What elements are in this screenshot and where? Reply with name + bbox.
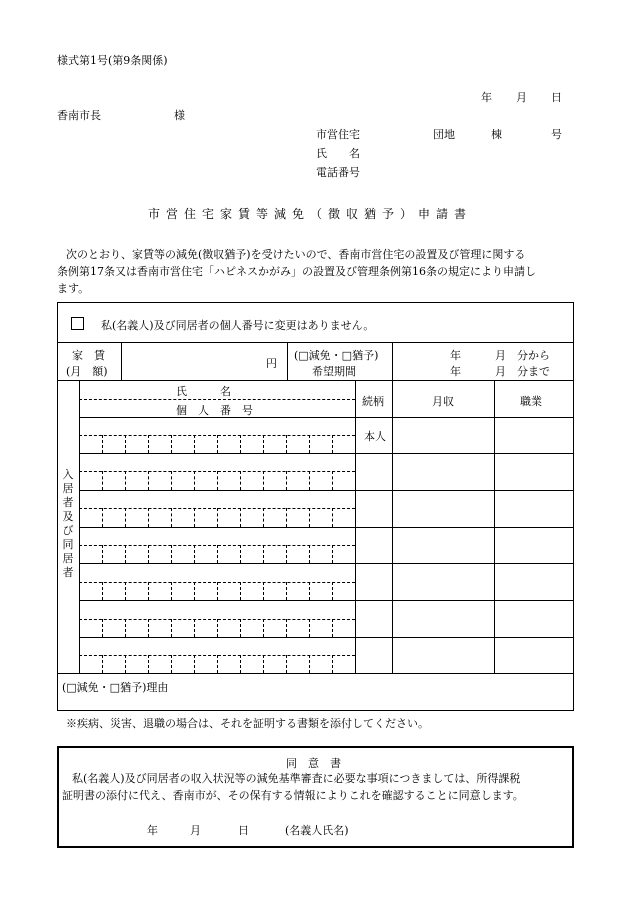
addressee-honorific: 様 (174, 109, 185, 122)
digit-cell-divider (332, 582, 333, 600)
mynumber-statement: 私(名義人)及び同居者の個人番号に変更はありません。 (101, 319, 375, 332)
digit-cell-divider (125, 545, 126, 563)
period-to-month: 月 (495, 365, 506, 378)
applicant-building-label: 棟 (491, 128, 502, 141)
period-from-year: 年 (450, 349, 461, 362)
digit-cell-divider (286, 655, 287, 673)
digit-cell-divider (286, 508, 287, 527)
digit-cell-divider (309, 619, 310, 637)
digit-cell-divider (125, 655, 126, 673)
digit-cell-divider (194, 619, 195, 637)
first-relation-label: 本人 (364, 430, 386, 443)
digit-cell-divider (171, 655, 172, 673)
row-divider (79, 563, 574, 564)
digit-cell-divider (286, 435, 287, 453)
row-divider (79, 637, 574, 638)
col-divider (287, 342, 288, 380)
digit-cell-divider (148, 435, 149, 453)
addressee-title: 香南市長 (57, 109, 101, 122)
row-divider (79, 527, 574, 528)
mynumber-checkbox[interactable] (71, 317, 84, 330)
digit-cell-divider (240, 619, 241, 637)
applicant-danchi-label: 団地 (433, 128, 455, 141)
mynumber-column-header: 個 人 番 号 (176, 404, 253, 417)
digit-cell-divider (240, 582, 241, 600)
digit-cell-divider (194, 471, 195, 490)
digit-cell-divider (240, 508, 241, 527)
digit-cell-divider (171, 582, 172, 600)
digit-cell-divider (148, 582, 149, 600)
rent-period-label-bottom: 希望期間 (312, 365, 356, 378)
digit-cell-divider (286, 471, 287, 490)
digit-cell-divider (263, 619, 264, 637)
applicant-phone-label: 電話番号 (316, 166, 360, 179)
digit-cell-divider (240, 435, 241, 453)
row-divider (57, 380, 574, 381)
digit-cell-divider (263, 655, 264, 673)
digit-cell-divider (125, 508, 126, 527)
digit-cell-divider (286, 619, 287, 637)
digit-cell-divider (263, 545, 264, 563)
digit-cell-divider (332, 619, 333, 637)
digit-cell-divider (309, 582, 310, 600)
digit-cell-divider (332, 435, 333, 453)
consent-year-label: 年 (147, 824, 158, 837)
digit-cell-divider (263, 435, 264, 453)
digit-cell-divider (309, 545, 310, 563)
intro-line-1: 次のとおり、家賃等の減免(徴収猶予)を受けたいので、香南市営住宅の設置及び管理に関する (66, 248, 526, 261)
digit-cell-divider (194, 435, 195, 453)
digit-cell-divider (194, 582, 195, 600)
col-divider (392, 342, 393, 380)
date-year-label: 年 (481, 91, 492, 104)
digit-cell-divider (194, 545, 195, 563)
digit-cell-divider (217, 545, 218, 563)
digit-cell-divider (309, 655, 310, 673)
digit-cell-divider (332, 508, 333, 527)
digit-cell-divider (102, 582, 103, 600)
dashed-divider (79, 399, 355, 400)
digit-cell-divider (102, 655, 103, 673)
applicant-room-label: 号 (551, 128, 562, 141)
occupation-column-header: 職業 (520, 395, 542, 408)
consent-line-2: 証明書の添付に代え、香南市が、その保有する情報によりこれを確認することに同意します。 (62, 789, 524, 802)
period-from-month: 月 (495, 349, 506, 362)
digit-cell-divider (102, 435, 103, 453)
digit-cell-divider (309, 471, 310, 490)
consent-month-label: 月 (190, 824, 201, 837)
digit-cell-divider (240, 545, 241, 563)
row-divider (79, 600, 574, 601)
row-divider (79, 453, 574, 454)
income-column-header: 月収 (432, 395, 454, 408)
reason-label: (□減免・□猶予)理由 (62, 681, 169, 694)
digit-cell-divider (102, 508, 103, 527)
name-column-header: 氏 名 (176, 385, 231, 398)
rent-label-top: 家 賃 (72, 349, 105, 362)
col-divider (121, 342, 122, 380)
digit-cell-divider (217, 619, 218, 637)
digit-cell-divider (309, 508, 310, 527)
digit-cell-divider (125, 582, 126, 600)
digit-cell-divider (194, 655, 195, 673)
digit-cell-divider (171, 619, 172, 637)
digit-cell-divider (263, 471, 264, 490)
digit-cell-divider (286, 545, 287, 563)
digit-cell-divider (125, 471, 126, 490)
intro-line-3: ます。 (57, 282, 90, 295)
consent-line-1: 私(名義人)及び同居者の収入状況等の減免基準審査に必要な事項につきましては、所得課税 (72, 772, 521, 785)
row-divider (57, 673, 574, 674)
digit-cell-divider (171, 471, 172, 490)
digit-cell-divider (171, 435, 172, 453)
digit-cell-divider (240, 471, 241, 490)
rent-yen-unit: 円 (266, 357, 277, 370)
applicant-housing-label: 市営住宅 (316, 128, 360, 141)
digit-cell-divider (148, 655, 149, 673)
digit-cell-divider (148, 471, 149, 490)
consent-signature-label: (名義人氏名) (285, 824, 349, 837)
digit-cell-divider (240, 655, 241, 673)
intro-line-2: 条例第17条又は香南市営住宅「ハピネスかがみ」の設置及び管理条例第16条の規定により申請し (57, 265, 536, 278)
period-to-suffix: 分まで (517, 365, 550, 378)
digit-cell-divider (171, 545, 172, 563)
period-to-year: 年 (450, 365, 461, 378)
digit-cell-divider (217, 508, 218, 527)
digit-cell-divider (194, 508, 195, 527)
digit-cell-divider (102, 619, 103, 637)
digit-cell-divider (102, 545, 103, 563)
page-title: 市営住宅家賃等減免（徴収猶予）申請書 (148, 207, 473, 221)
residents-side-label: 入居者 及び 同居者 (62, 468, 85, 579)
digit-cell-divider (217, 471, 218, 490)
digit-cell-divider (332, 655, 333, 673)
row-divider (57, 342, 574, 343)
digit-cell-divider (171, 508, 172, 527)
digit-cell-divider (217, 582, 218, 600)
rent-period-label-top: (□減免・□猶予) (294, 349, 379, 362)
digit-cell-divider (125, 619, 126, 637)
consent-day-label: 日 (238, 824, 249, 837)
date-month-label: 月 (516, 91, 527, 104)
digit-cell-divider (148, 619, 149, 637)
relation-column-header: 続柄 (362, 395, 384, 408)
digit-cell-divider (125, 435, 126, 453)
digit-cell-divider (263, 582, 264, 600)
digit-cell-divider (309, 435, 310, 453)
rent-label-bottom: (月 額) (66, 365, 108, 378)
consent-title: 同 意 書 (286, 757, 341, 770)
digit-cell-divider (148, 508, 149, 527)
digit-cell-divider (148, 545, 149, 563)
date-day-label: 日 (551, 91, 562, 104)
period-from-suffix: 分から (517, 349, 550, 362)
attachment-note: ※疾病、災害、退職の場合は、それを証明する書類を添付してください。 (66, 717, 429, 730)
row-divider (79, 490, 574, 491)
digit-cell-divider (332, 545, 333, 563)
digit-cell-divider (102, 471, 103, 490)
applicant-name-label: 氏 名 (316, 147, 360, 160)
digit-cell-divider (263, 508, 264, 527)
digit-cell-divider (332, 471, 333, 490)
digit-cell-divider (286, 582, 287, 600)
form-number: 様式第1号(第9条関係) (57, 54, 168, 67)
digit-cell-divider (217, 655, 218, 673)
digit-cell-divider (217, 435, 218, 453)
row-divider (79, 417, 574, 418)
